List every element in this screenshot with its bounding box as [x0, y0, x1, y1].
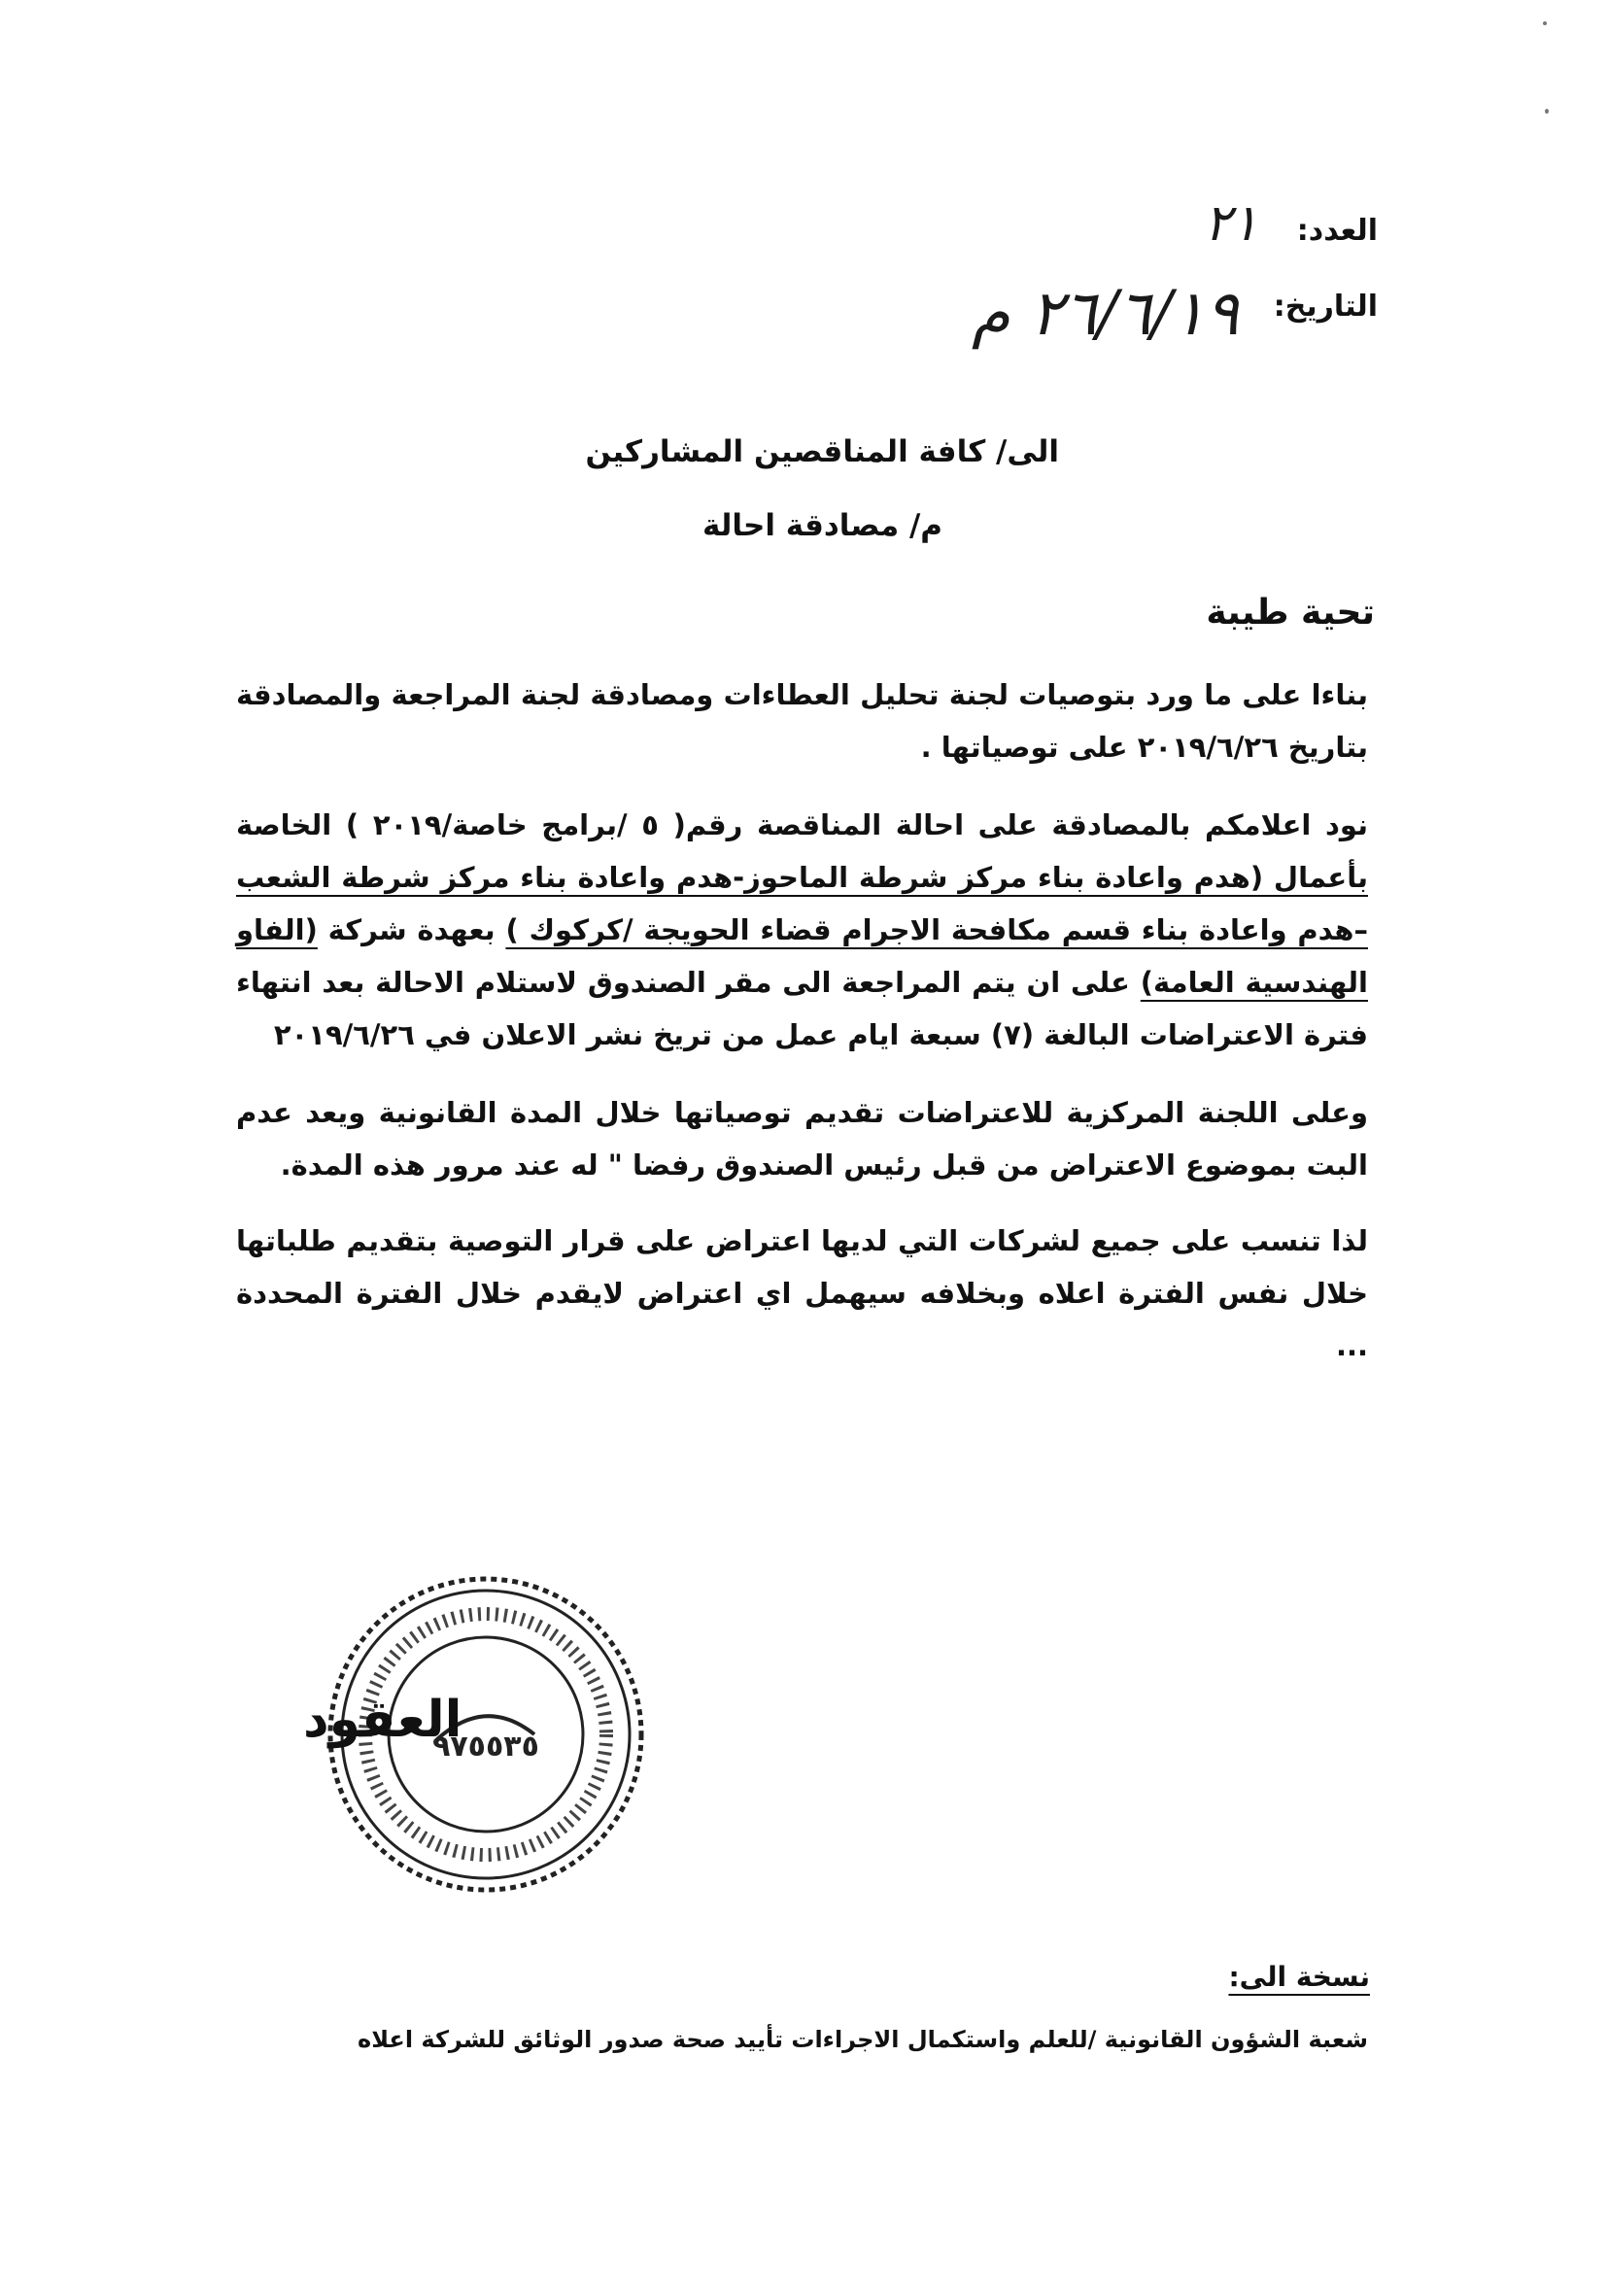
- paragraph-2-text-b: بعهدة شركة: [317, 913, 506, 946]
- project-description-underlined: بأعمال (هدم واعادة بناء مركز شرطة الماحوز-هدم واعادة بناء مركز شرطة الشعب –هدم واعادة بناء قسم مكافحة الاجرام قضاء الحويجة /كركوك ): [236, 861, 1368, 946]
- paragraph-3-text: وعلى اللجنة المركزية للاعتراضات تقديم توصياتها خلال المدة القانونية ويعد عدم البت بموضوع الاعتراض من قبل رئيس الصندوق رفضا " له عند مرور هذه المدة.: [236, 1096, 1368, 1182]
- greeting: تحية طيبة: [1206, 593, 1375, 633]
- scan-speck: [1545, 109, 1549, 114]
- paragraph-2-text-c: على ان يتم المراجعة الى مقر الصندوق لاستلام الاحالة بعد انتهاء فترة الاعتراضات البالغة (٧) سبعة ايام عمل من تريخ نشر الاعلان في ٢٠١٩/٦/٢٦: [236, 966, 1368, 1051]
- paragraph-4-text: لذا تنسب على جميع لشركات التي لديها اعتراض على قرار التوصية بتقديم طلباتها خلال نفس الفترة اعلاه وبخلافه سيهمل اي اعتراض لايقدم خلال الفترة المحددة ...: [236, 1224, 1368, 1362]
- number-value-handwritten: ٢١: [1204, 194, 1258, 253]
- stamp-center-text: ٩٧٥٥٣٥: [432, 1730, 539, 1764]
- paragraph-4: [236, 1215, 1368, 1372]
- copy-to-label: نسخة الى:: [1228, 1961, 1370, 1993]
- paragraph-1: [236, 668, 1368, 773]
- copy-to-recipient: شعبة الشؤون القانونية /للعلم واستكمال الاجراءات تأييد صحة صدور الوثائق للشركة اعلاه: [358, 2026, 1368, 2053]
- addressee: الى/ كافة المناقصين المشاركين: [585, 434, 1059, 469]
- paragraph-2: [236, 799, 1368, 1061]
- date-value-handwritten: ٢٦/٦/١٩ م: [972, 278, 1239, 350]
- paragraph-3: [236, 1086, 1368, 1191]
- scan-speck: [1543, 21, 1547, 25]
- signature-title: العقود: [303, 1691, 462, 1749]
- date-label: التاريخ:: [1273, 290, 1378, 324]
- paragraph-1-text: بناءا على ما ورد بتوصيات لجنة تحليل العطاءات ومصادقة لجنة المراجعة والمصادقة بتاريخ ٢٠١٩/٦/٢٦ على توصياتها .: [236, 678, 1368, 764]
- paragraph-2-text-a: نود اعلامكم بالمصادقة على احالة المناقصة رقم( ٥ /برامج خاصة/٢٠١٩ ) الخاصة: [236, 808, 1368, 841]
- number-label: العدد:: [1296, 214, 1378, 248]
- company-name-underlined: (الفاو الهندسية العامة): [236, 913, 1368, 999]
- paragraph-2-body: [236, 799, 1368, 1061]
- subject: م/ مصادقة احالة: [701, 508, 942, 543]
